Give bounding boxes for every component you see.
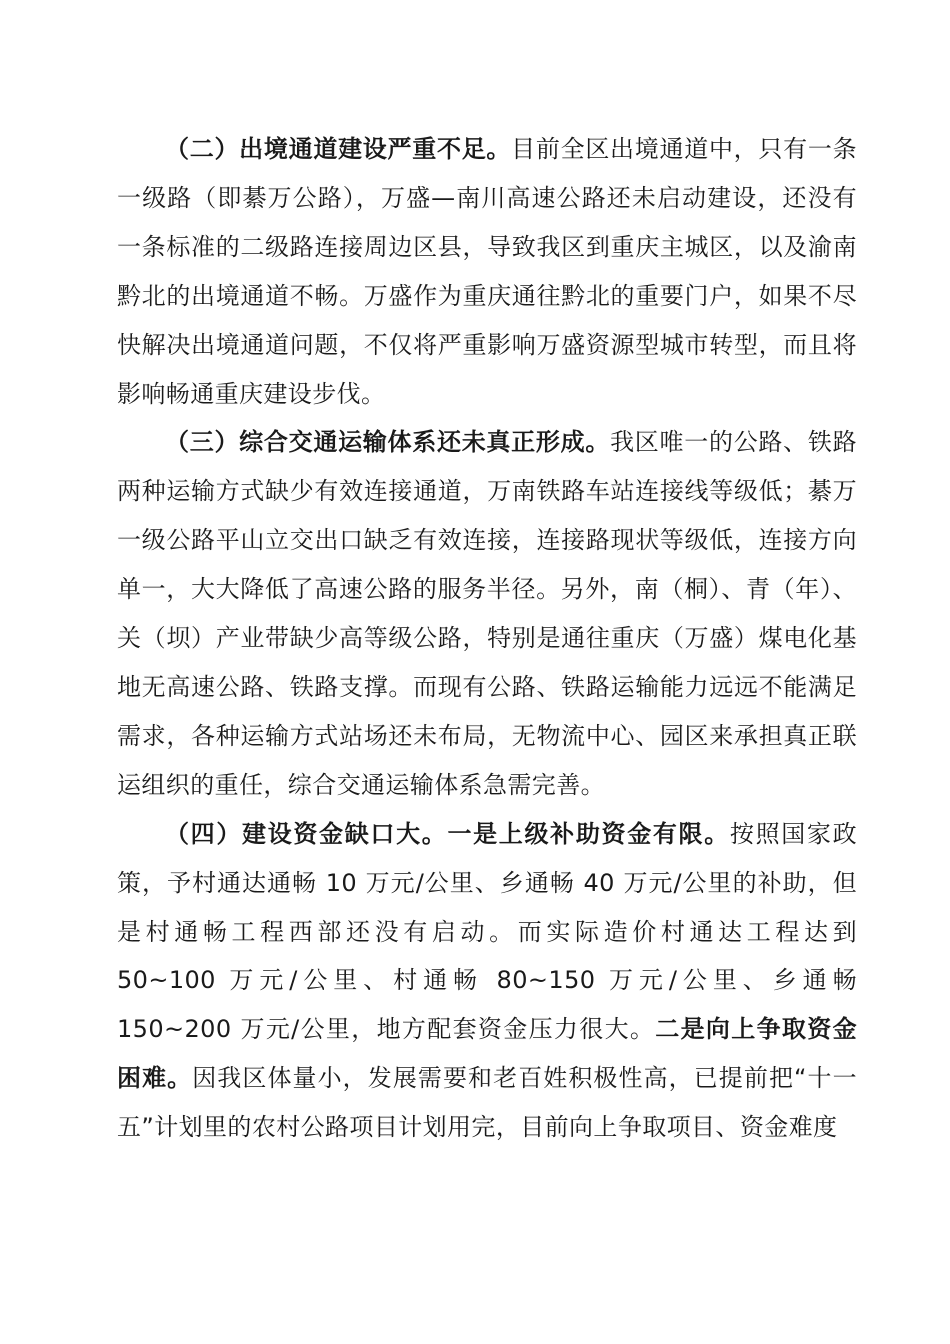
paragraph-heading: （四）建设资金缺口大。 [165, 819, 448, 848]
document-body [117, 125, 857, 1152]
paragraph-exit-channels [117, 125, 857, 418]
paragraph-heading: （二）出境通道建设严重不足。 [165, 135, 512, 163]
subpoint-text: 因我区体量小，发展需要和老百姓积极性高，已提前把“十一五”计划里的农村公路项目计划用完，目前向上争取项目、资金难度 [117, 1064, 858, 1142]
paragraph-text: 目前全区出境通道中，只有一条一级路（即綦万公路），万盛—南川高速公路还未启动建设，还没有一条标准的二级路连接周边区县，导致我区到重庆主城区，以及渝南黔北的出境通道不畅。万盛作为重庆通往黔北的重要门户，如果不尽快解决出境通道问题，不仅将严重影响万盛资源型城市转型，而且将影响畅通重庆建设步伐。 [117, 135, 857, 408]
paragraph-heading: （三）综合交通运输体系还未真正形成。 [165, 428, 611, 457]
paragraph-text: 我区唯一的公路、铁路两种运输方式缺少有效连接通道，万南铁路车站连接线等级低；綦万一级公路平山立交出口缺乏有效连接，连接路现状等级低，连接方向单一，大大降低了高速公路的服务半径。另外，南（桐）、青（年）、关（坝）产业带缺少高等级公路，特别是通往重庆（万盛）煤电化基地无高速公路、铁路支撑。而现有公路、铁路运输能力远远不能满足需求，各种运输方式站场还未布局，无物流中心、园区来承担真正联运组织的重任，综合交通运输体系急需完善。 [117, 428, 858, 799]
subpoint-heading: 二是向上争取资金困难。 [117, 1015, 857, 1093]
subpoint-text: 按照国家政策，予村通达通畅 10 万元/公里、乡通畅 40 万元/公里的补助，但是村通畅工程西部还没有启动。而实际造价村通达工程达到 50~100 万元/公里、村通畅 80~150 万元/公里、乡通畅 150~200 万元/公里，地方配套资金压力很大。 [117, 819, 858, 1044]
paragraph-funding-gap [117, 810, 857, 1152]
subpoint-heading: 一是上级补助资金有限。 [447, 819, 730, 848]
paragraph-transport-system [117, 418, 857, 809]
